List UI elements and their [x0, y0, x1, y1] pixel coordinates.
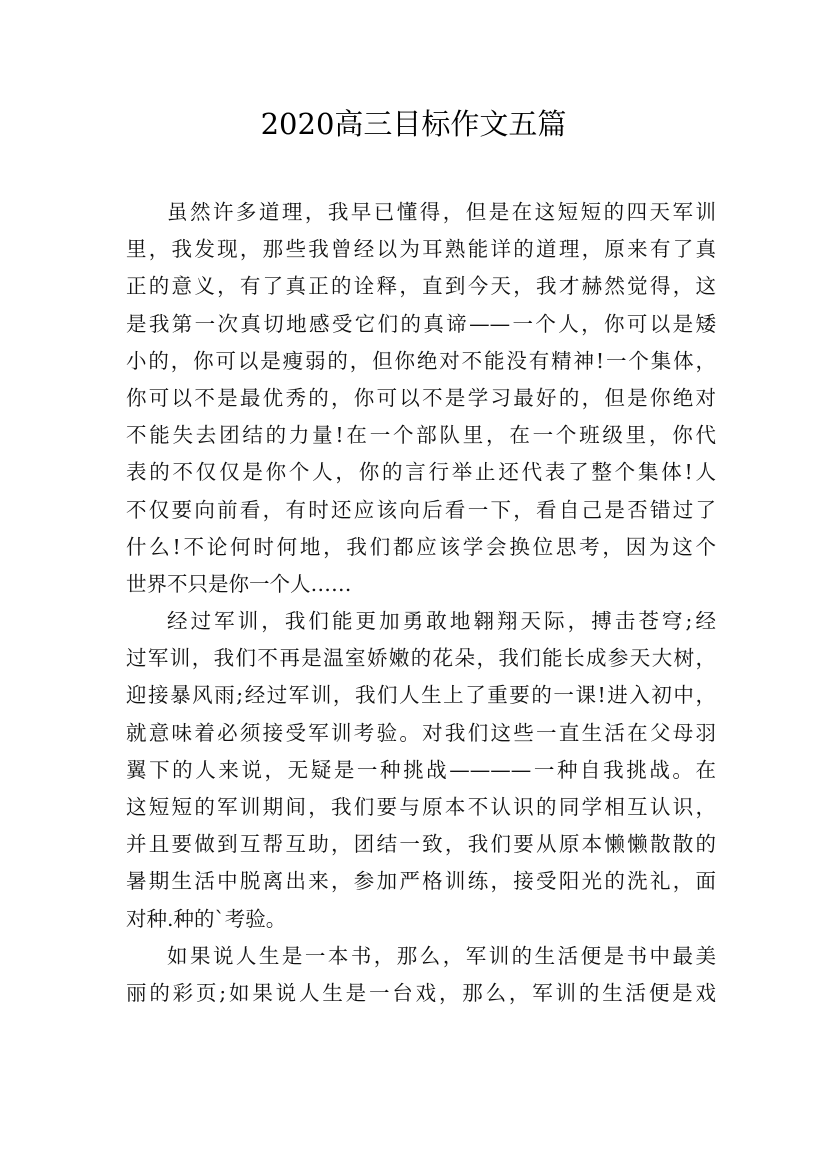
text-line: 虽然许多道理，我早已懂得，但是在这短短的四天军训 — [167, 200, 716, 224]
text-line: 你可以不是最优秀的，你可以不是学习最好的，但是你绝对 — [126, 385, 716, 410]
text-line: 迎接暴风雨;经过军训，我们人生上了重要的一课!进入初中， — [126, 683, 716, 708]
text-line: 不仅要向前看，有时还应该向后看一下，看自己是否错过了 — [126, 497, 716, 522]
text-line: 翼下的人来说，无疑是一种挑战————一种自我挑战。在 — [126, 757, 716, 782]
document-title: 2020高三目标作文五篇 — [260, 107, 567, 141]
text-line: 里，我发现，那些我曾经以为耳熟能详的道理，原来有了真 — [126, 237, 716, 262]
text-line: 丽的彩页;如果说人生是一台戏，那么，军训的生活便是戏 — [126, 980, 716, 1005]
paragraph-2 — [126, 603, 716, 938]
text-line: 暑期生活中脱离出来，参加严格训练，接受阳光的洗礼，面 — [126, 869, 716, 894]
paragraph-3 — [126, 938, 716, 1012]
text-line: 世界不只是你一个人…… — [126, 571, 352, 596]
text-line: 正的意义，有了真正的诠释，直到今天，我才赫然觉得，这 — [126, 274, 716, 299]
text-line: 什么!不论何时何地，我们都应该学会换位思考，因为这个 — [126, 534, 716, 559]
text-line: 就意味着必须接受军训考验。对我们这些一直生活在父母羽 — [126, 720, 716, 745]
text-line: 经过军训，我们能更加勇敢地翱翔天际，搏击苍穹;经 — [167, 609, 716, 634]
text-line: 不能失去团结的力量!在一个部队里，在一个班级里，你代 — [126, 423, 716, 448]
paragraph-1 — [126, 194, 716, 603]
text-line: 并且要做到互帮互助，团结一致，我们要从原本懒懒散散的 — [126, 832, 716, 857]
text-line: 这短短的军训期间，我们要与原本不认识的同学相互认识， — [126, 795, 716, 819]
text-line: 小的，你可以是瘦弱的，但你绝对不能没有精神!一个集体， — [126, 348, 716, 373]
text-line: 过军训，我们不再是温室娇嫩的花朵，我们能长成参天大树， — [126, 646, 716, 671]
text-line: 是我第一次真切地感受它们的真谛——一个人，你可以是矮 — [126, 311, 716, 336]
text-line: 对种.种的`考验。 — [126, 906, 287, 931]
document-body — [126, 194, 716, 1012]
text-line: 表的不仅仅是你个人，你的言行举止还代表了整个集体!人 — [126, 460, 716, 485]
text-line: 如果说人生是一本书，那么，军训的生活便是书中最美 — [167, 943, 716, 968]
